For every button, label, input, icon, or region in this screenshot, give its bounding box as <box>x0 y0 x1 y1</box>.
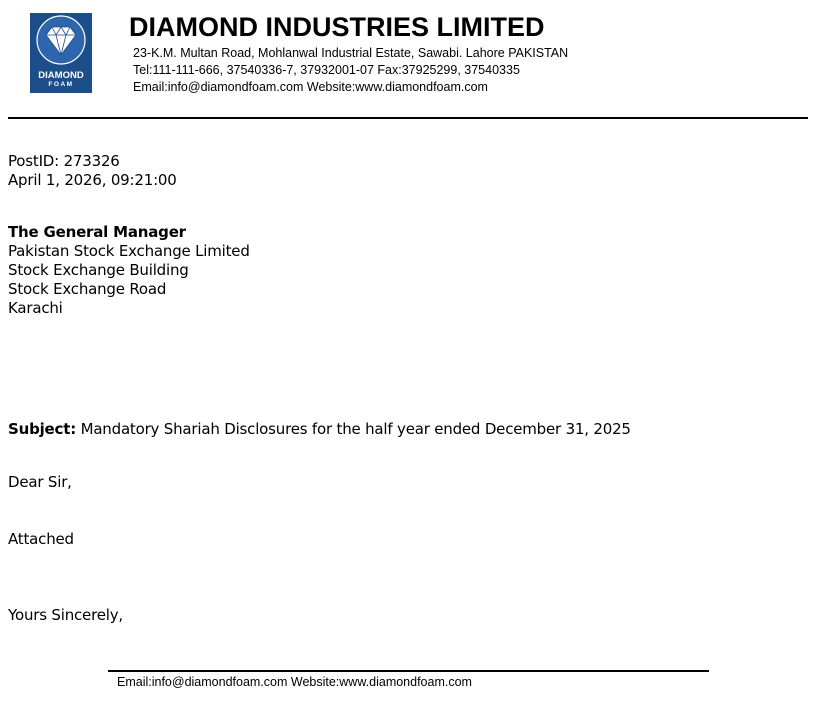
subject-label: Subject: <box>8 420 76 438</box>
letter-body: Attached <box>8 530 74 548</box>
recipient-line: Stock Exchange Road <box>8 280 167 298</box>
closing: Yours Sincerely, <box>8 606 123 624</box>
logo-brand: DIAMOND <box>38 70 84 81</box>
company-logo <box>30 13 92 93</box>
logo-sub: FOAM <box>48 81 74 88</box>
company-email-web: Email:info@diamondfoam.com Website:www.diamondfoam.com <box>133 80 488 94</box>
recipient-line: Stock Exchange Building <box>8 261 189 279</box>
footer-divider <box>108 670 709 672</box>
recipient-line: Karachi <box>8 299 63 317</box>
recipient-line: Pakistan Stock Exchange Limited <box>8 242 250 260</box>
post-id: PostID: 273326 <box>8 152 120 170</box>
footer-email-web: Email:info@diamondfoam.com Website:www.diamondfoam.com <box>117 675 472 689</box>
recipient-title: The General Manager <box>8 223 186 241</box>
salutation: Dear Sir, <box>8 473 72 491</box>
header-divider <box>8 117 808 119</box>
subject-line <box>8 420 631 438</box>
company-address: 23-K.M. Multan Road, Mohlanwal Industrial Estate, Sawabi. Lahore PAKISTAN <box>133 46 569 60</box>
subject-text: Mandatory Shariah Disclosures for the half year ended December 31, 2025 <box>80 420 631 438</box>
diamond-icon <box>30 13 92 69</box>
company-name: DIAMOND INDUSTRIES LIMITED <box>129 12 545 42</box>
post-datetime: April 1, 2026, 09:21:00 <box>8 171 177 189</box>
company-phone-fax: Tel:111-111-666, 37540336-7, 37932001-07 Fax:37925299, 37540335 <box>133 63 520 77</box>
